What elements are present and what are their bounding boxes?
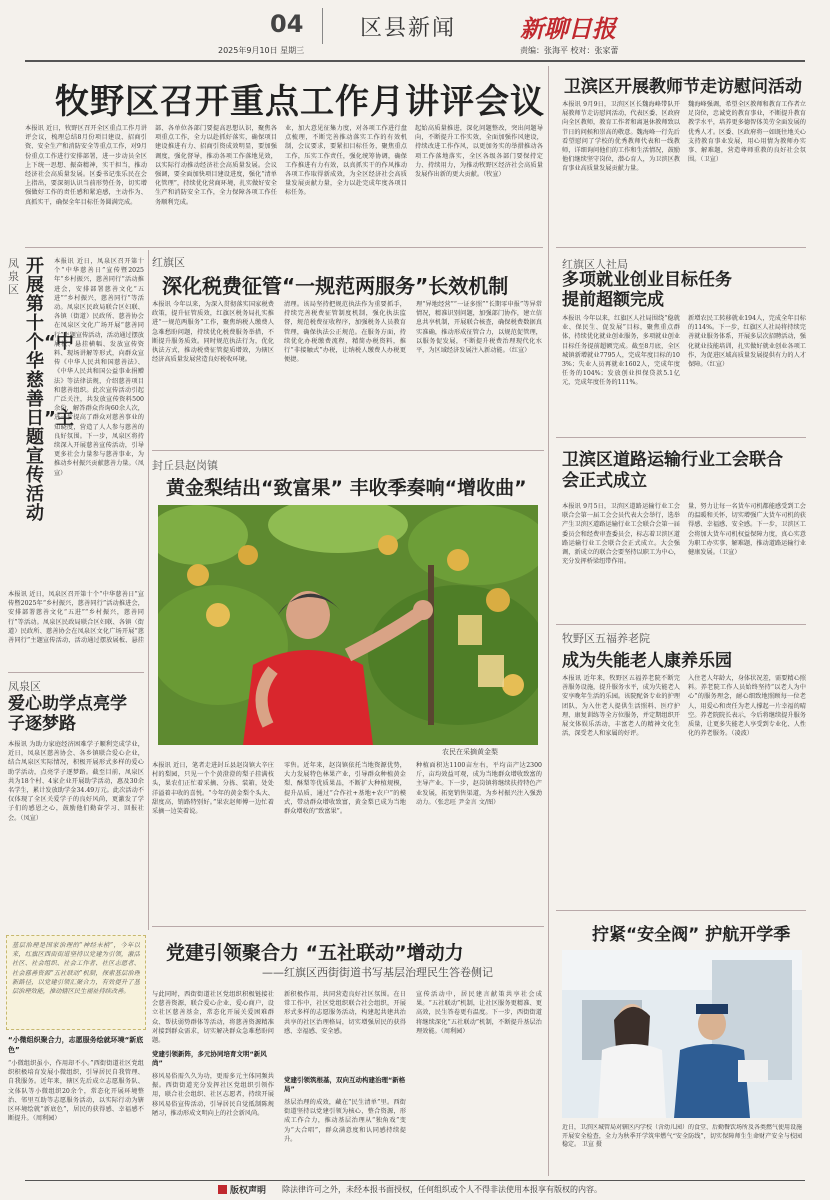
- page-number: 04: [270, 10, 304, 38]
- left-story-2-kicker: 凤泉区: [8, 680, 41, 693]
- center-story-2-title: 黄金梨结出“致富果” 丰收季奏响“增收曲”: [166, 477, 527, 499]
- left-story-charity: [0, 252, 146, 672]
- left-sidebar-box: [6, 935, 146, 1181]
- right-story-elderly: [556, 628, 808, 908]
- left-story-1-body-wide: 本报讯 近日，凤泉区召开第十个“中华慈善日”宣传暨2025年“乡村振兴，慈善同行”活动推进会，安排部署慈善文化“五进”“乡村振兴，慈善同行”等活动。凤泉区民政局联合区妇联、各镇（街道）民政所、慈善协会在凤泉区文化广场开展“慈善同行”主题宣传活动，活动通过摆放展板、悬挂: [8, 591, 144, 645]
- right-story-union: [556, 442, 808, 622]
- center-story-1-col-2: 清理。该局坚持把规范执法作为重要抓手，持续完善税费征管制度机制，强化执法监督，规范税费征收程序，加强税务人员教育管理，确保执法公正规范。在服务方面，持续优化办税缴费流程，精简办税资料，推行“非接触式”办税，让纳税人缴费人办税更便捷。: [284, 301, 406, 364]
- right-story-4-title: 成为失能老人康养乐园: [562, 651, 732, 671]
- masthead: [0, 0, 830, 64]
- inspection-photo: [562, 950, 802, 1118]
- newspaper-logo: 新聊日报: [520, 14, 616, 43]
- lead-col-2: 部、各单位各部门要提高思想认识，聚焦各项重点工作，全力以赴抓好落实，确保项目建设推进有力、招商引资成效明显，要加强调度，强化督导，推动各项工作落地见效，以实际行动推动经济社会高质量发展。会议强调，要全面加快项目建设进度，强化“清单化管理”，持续优化营商环境，扎实做好安全生产和消防安全工作，全力保障各项工作任务顺利完成。: [155, 125, 277, 206]
- center-story-3-subtitle: ——红旗区西街街道书写基层治理民生答卷侧记: [262, 966, 493, 979]
- center-story-3-col-2: 新积极作用，共同营造良好社区氛围。在日常工作中，社区党组织联合社会组织，开展形式多样的志愿服务活动，构建起共建共治共享的社区治理格局，切实增强居民的获得感、幸福感、安全感。: [284, 991, 406, 1035]
- right-story-teachers: [556, 66, 808, 246]
- issue-date: 2025年9月10日 星期三: [218, 46, 305, 55]
- lead-col-4: 起始高质量推进，深化问题整改，突出问题导向，不断提升工作实效，全面加强作风建设，持续改进工作作风，以更加务实的举措推动各项工作落地落实，全区各级各部门要保持定力、持续用力，为推动牧野区经济社会高质量发展作出新的更大贡献。（牧宣）: [415, 125, 543, 179]
- footer: [0, 1180, 830, 1200]
- center-story-tax: [152, 252, 544, 448]
- center-rule-2: [152, 926, 544, 927]
- left-box-heading: “小微组织聚合力，志愿服务绘就环境“新底色”: [8, 1036, 144, 1054]
- center-story-2-kicker: 封丘县赵岗镇: [152, 459, 218, 472]
- right-story-5-title: 拧紧“安全阀” 护航开学季: [592, 925, 791, 945]
- left-story-1-kicker: 凤泉区: [8, 257, 19, 296]
- center-story-1-title: 深化税费征管“一规范两服务”长效机制: [162, 274, 509, 298]
- right-story-4-kicker: 牧野区五福养老院: [562, 632, 650, 645]
- center-story-2-col-1: 本报讯 近日，笔者走进封丘县赵岗镇大辛庄村的梨园，只见一个个黄澄澄的梨子挂满枝头，果农们正忙着采摘、分拣、装箱，处处洋溢着丰收的喜悦。“今年的黄金梨个头大、甜度高，销路特别好。”果农赵师傅一边忙着采摘一边笑着说。: [152, 762, 274, 816]
- editor-credits: 责编：张海平 校对：张家蕾: [520, 46, 619, 55]
- masthead-rule: [25, 60, 805, 62]
- right-story-3-col-1: 本报讯 9月5日，卫滨区道路运输行业工会联合会第一届工会会员代表大会举行，选举产生卫滨区道路运输行业工会联合会第一届委员会和经费审查委员会，标志着卫滨区道路运输行业工会联合会正式成立。大会强调，新成立的联合会要坚持以职工为中心，充分发挥桥梁纽带作用。: [562, 503, 680, 566]
- section-title: 区县新闻: [360, 16, 457, 41]
- left-story-study: [0, 676, 146, 934]
- lead-story: [25, 66, 545, 246]
- pear-orchard-photo: [158, 505, 538, 745]
- center-story-3-heading-2: 党建引领筑根基，双向互动构建治理“新格局”: [284, 1076, 406, 1093]
- left-story-2-title: 爱心助学点亮学子逐梦路: [8, 694, 127, 734]
- center-story-wushe: [152, 930, 544, 1178]
- center-story-3-heading-1: 党建引领新阵，多元协同培育文明“新风尚”: [152, 1050, 267, 1067]
- right-story-2-col-1: 本报讯 今年以来，红旗区人社局围绕“稳就业、保民生、促发展”目标，聚焦重点群体，持续优化就业创业服务，多项就业创业目标任务提前超额完成。截至8月底，全区城镇新增就业7795人，完成年度目标的103%；失业人员再就业1602人，完成年度任务的104%；发放创业担保贷款5.1亿元，完成年度任务的111%。: [562, 315, 680, 387]
- right-story-2-kicker: 红旗区人社局: [562, 258, 628, 271]
- center-story-1-col-3: 理“异地经营”“一证多照”“长期零申报”等异常情况，精准识别问题，加强部门协作，建立信息共享机制，开展联合核查，确保税费数据真实准确，推动形成征管合力，以规范促管理，以服务促发展，不断提升税费治理现代化水平，为区域经济发展注入新动能。（红宣）: [416, 301, 542, 355]
- copyright-label: 版权声明: [230, 1186, 267, 1196]
- right-column-rule: [548, 66, 549, 1176]
- center-story-2-col-2: 零售。近年来，赵岗镇依托当地资源优势，大力发展特色林果产业，引导群众种植黄金梨、酥梨等优质果品，不断扩大种植规模，提升品质，通过“合作社+基地+农户”的模式，带动群众增收致富，黄金梨已成为当地群众增收的“致富果”。: [284, 762, 406, 816]
- right-rule-2: [556, 437, 806, 438]
- center-story-3-title: 党建引领聚合力 “五社联动”增动力: [166, 942, 464, 964]
- left-story-2-body: 本报讯 为助力家庭经济困难学子顺利完成学业，近日，凤泉区慈善协会、各乡镇联合爱心企业，结合凤泉区实际情况，积极开展形式多样的爱心助学活动，点亮学子逐梦路。截至目前，凤泉区共为18个村、4家企业开展助学活动，惠及30余名学生，累计发放助学金34.49万元。此次活动不仅体现了全区关爱学子的良好风尚，更激发了学子们的感恩之心，鼓励他们勤奋学习、回报社会。（凤宣）: [8, 741, 144, 822]
- right-story-safety: [556, 914, 808, 1178]
- left-story-1-title: 开展第十个“中华慈善日”主题宣传活动: [26, 256, 74, 524]
- inspection-photo-caption: 近日，卫滨区城管局对辖区内学校（含幼儿园）的食堂、后勤餐饮场所及各类燃气使用设施开展安全检查，全力为秋季开学筑牢燃气“安全防线”，切实保障师生生命财产安全与校园稳定。 卫宣 摄: [562, 1124, 802, 1149]
- center-story-3-col-1: 与此同时，西街街道社区党组织积极链接社会慈善资源，联合爱心企业、爱心商户，设立社区慈善基金，常态化开展关爱困难群众、帮扶弱势群体等活动，将慈善资源精准对接到群众需求，切实解决群众急难愁盼问题。: [152, 991, 274, 1045]
- lead-headline: 牧野区召开重点工作月讲评会议: [55, 82, 545, 122]
- lead-col-1: 本报讯 近日，牧野区召开全区重点工作月讲评会议，梳理总结8月份项目建设、招商引资、安全生产和消防安全等重点工作，对9月份重点工作进行安排部署，进一步动员全区上下统一思想、振奋精神，实干担当，推动经济社会高质量发展。区委书记张乐民在会上指出，要深刻认识当前形势任务，切实增强做好工作的责任感和紧迫感，主动作为、真抓实干，确保全年目标任务圆满完成。: [25, 125, 147, 206]
- left-story-rule: [8, 672, 144, 673]
- pear-photo-caption: 农民在采摘黄金梨: [442, 748, 498, 756]
- center-story-3-col-2b: 基层治理的成效，藏在“民生清单”里。西街街道坚持以党建引领为核心，整合资源，形成工作合力，推动基层治理从“独角戏”变为“大合唱”，群众满意度和认同感持续提升。: [284, 1099, 406, 1143]
- footer-rule: [25, 1180, 805, 1181]
- center-story-3-col-3: 宣传活动中，居民建言献策共享社会成果。“五社联动”机制，让社区服务更精准、更高效，民生答卷更有温度。下一步，西街街道将继续深化“五社联动”机制，不断提升基层治理效能。（周利园）: [416, 991, 542, 1035]
- left-box-intro: 基层治理是国家治理的“神经末梢”，今年以来，红旗区西街街道坚持以党建为引领，激活社区、社会组织、社会工作者、社区志愿者、社会慈善资源“五社联动”机制，探索基层治理新路径，以党建引领汇聚合力，有效提升了基层治理效能，推动辖区民生福祉持续改善。: [12, 942, 140, 996]
- right-story-1-col-2: 魏海峰强调，希望全区教师和教育工作者立足岗位，忠诚党的教育事业，不断提升教育教学水平，培养更多德智体美劳全面发展的优秀人才。区委、区政府将一如既往地关心支持教育事业发展，用心用情为教师办实事、解难题，营造尊师重教的良好社会氛围。（卫宣）: [688, 101, 806, 164]
- right-story-4-col-1: 本报讯 近年来，牧野区五福养老院不断完善服务设施，提升服务水平，成为失能老人安享晚年生活的乐园。该院配备专业的护理团队，为入住老人提供生活照料、医疗护理、康复训练等全方位服务，并定期组织开展文体娱乐活动，丰富老人的精神文化生活，深受老人和家属的好评。: [562, 675, 680, 738]
- lead-bottom-rule: [25, 247, 543, 248]
- right-rule-3: [556, 624, 806, 625]
- header-divider: [322, 8, 323, 44]
- right-story-3-title: 卫滨区道路运输行业工会联合会正式成立: [562, 450, 783, 491]
- right-story-3-col-2: 量，努力让每一名货车司机都能感受到工会的温暖和关怀，切实增强广大货车司机的获得感、幸福感、安全感。下一步，卫滨区工会将加大货车司机权益保障力度，真心实意为职工办实事、解难题，推动道路运输行业健康发展。（卫宣）: [688, 503, 806, 557]
- right-story-1-col-1: 本报讯 9月9日，卫滨区区长魏海峰带队开展教师节走访慰问活动，代表区委、区政府向全区教师，教育工作者和离退休教师致以节日的问候和崇高的敬意。魏海峰一行先后看望慰问了学校的优秀教师代表和一线教师，详细询问他们的工作和生活情况，鼓励他们继续坚守岗位，潜心育人，为卫滨区教育事业高质量发展贡献力量。: [562, 101, 680, 173]
- left-box-body: “小微组织虽小，作用却不小。”西街街道社区党组织积极培育发展小微组织，引导居民自我管理、自我服务。近年来，辖区先后成立志愿服务队、文体队等小微组织20余个，常态化开展环境整治、邻里互助等志愿服务活动，以实际行动为辖区环境绘就“新底色”，居民的获得感、幸福感不断提升。（周利园）: [8, 1060, 144, 1123]
- center-rule-1: [152, 450, 544, 451]
- left-column-rule: [148, 250, 149, 930]
- copyright-badge: [218, 1185, 227, 1194]
- right-story-2-col-2: 新增农民工转移就业194人，完成全年目标的114%。下一步，红旗区人社局将持续完善就业服务体系，开展多层次招聘活动，强化就业技能培训，扎实做好就业创业各项工作，为促进区域高质量发展提供有力的人才保障。（红宣）: [688, 315, 806, 369]
- left-story-1-body: 本报讯 近日，凤泉区召开第十个“中华慈善日”宣传暨2025年“乡村振兴，慈善同行”活动推进会，安排部署慈善文化“五进”“乡村振兴，慈善同行”等活动。凤泉区民政局联合区妇联、各镇（街道）民政所、慈善协会在凤泉区文化广场开展“慈善同行”主题宣传活动，活动通过摆放展板、悬挂横幅、发放宣传资料、现场讲解等形式，向群众宣传《中华人民共和国慈善法》、《中华人民共和国公益事业捐赠法》等法律法规，介绍慈善项目和慈善组织。此次宣传活动引起广泛关注，共发放宣传资料500余份，解答群众咨询60余人次，进一步提高了群众对慈善事业的知晓度，营造了人人参与慈善的良好氛围。下一步，凤泉区将持续深入开展慈善宣传活动，引导更多社会力量参与慈善事业，为推动乡村振兴贡献慈善力量。（凤宣）: [54, 258, 144, 477]
- center-story-1-col-1: 本报讯 今年以来，为深入贯彻落实国家税费政策，提升征管质效，红旗区税务局扎实推进“一规范两服务”工作，聚焦纳税人缴费人急难愁盼问题，持续优化税费服务举措，不断提升服务质效。同时规范执法行为，优化执法方式，推动税费征管提质增效，为辖区经济高质量发展营造良好税收环境。: [152, 301, 274, 364]
- center-story-3-col-1b: 移风易俗需久久为功，更需多元主体同频共振。西街街道充分发挥社区党组织引领作用，联合社会组织、社区志愿者，持续开展移风易俗宣传活动，引导居民自觉抵制陈规陋习，推动形成文明向上的社会新风尚。: [152, 1073, 274, 1117]
- right-story-employment: [556, 252, 808, 422]
- copyright-notice: 除法律许可之外，未经本报书面授权，任何组织或个人不得非法使用本报享有版权的内容。: [282, 1185, 602, 1194]
- center-story-2-col-3: 种植面积达1100亩左右，平均亩产达2300斤，亩均效益可观，成为当地群众增收致富的主导产业。下一步，赵岗镇将继续扶持特色产业发展，拓宽销售渠道，为乡村振兴注入强劲动力。（张忠旺 尹金言 文/图）: [416, 762, 542, 806]
- right-story-4-col-2: 入住老人年龄大，身体状况差，需要精心照料。养老院工作人员始终坚持“以老人为中心”的服务理念，耐心细致地照顾每一位老人，用爱心和责任为老人撑起一片幸福的晴空。养老院院长表示，今后将继续提升服务质量，让更多失能老人享受到专业化、人性化的养老服务。（凌波）: [688, 675, 806, 738]
- right-story-2-title: 多项就业创业目标任务提前超额完成: [562, 270, 732, 310]
- right-rule-1: [556, 247, 806, 248]
- right-rule-4: [556, 910, 806, 911]
- right-story-1-title: 卫滨区开展教师节走访慰问活动: [564, 77, 802, 97]
- center-story-pear: [152, 453, 544, 923]
- lead-col-3: 业，加大意见征集力度，对各项工作进行盘点梳理，不断完善推动落实工作的有效机制，会议要求，要紧扣目标任务，聚焦重点工作，压实工作责任，强化统筹协调，确保工作推进有力有效，以真抓实干的作风推动各项工作取得新成效，为全区经济社会高质量发展贡献力量，全力以赴完成年度各项目标任务。: [285, 125, 407, 197]
- center-story-1-kicker: 红旗区: [152, 256, 185, 269]
